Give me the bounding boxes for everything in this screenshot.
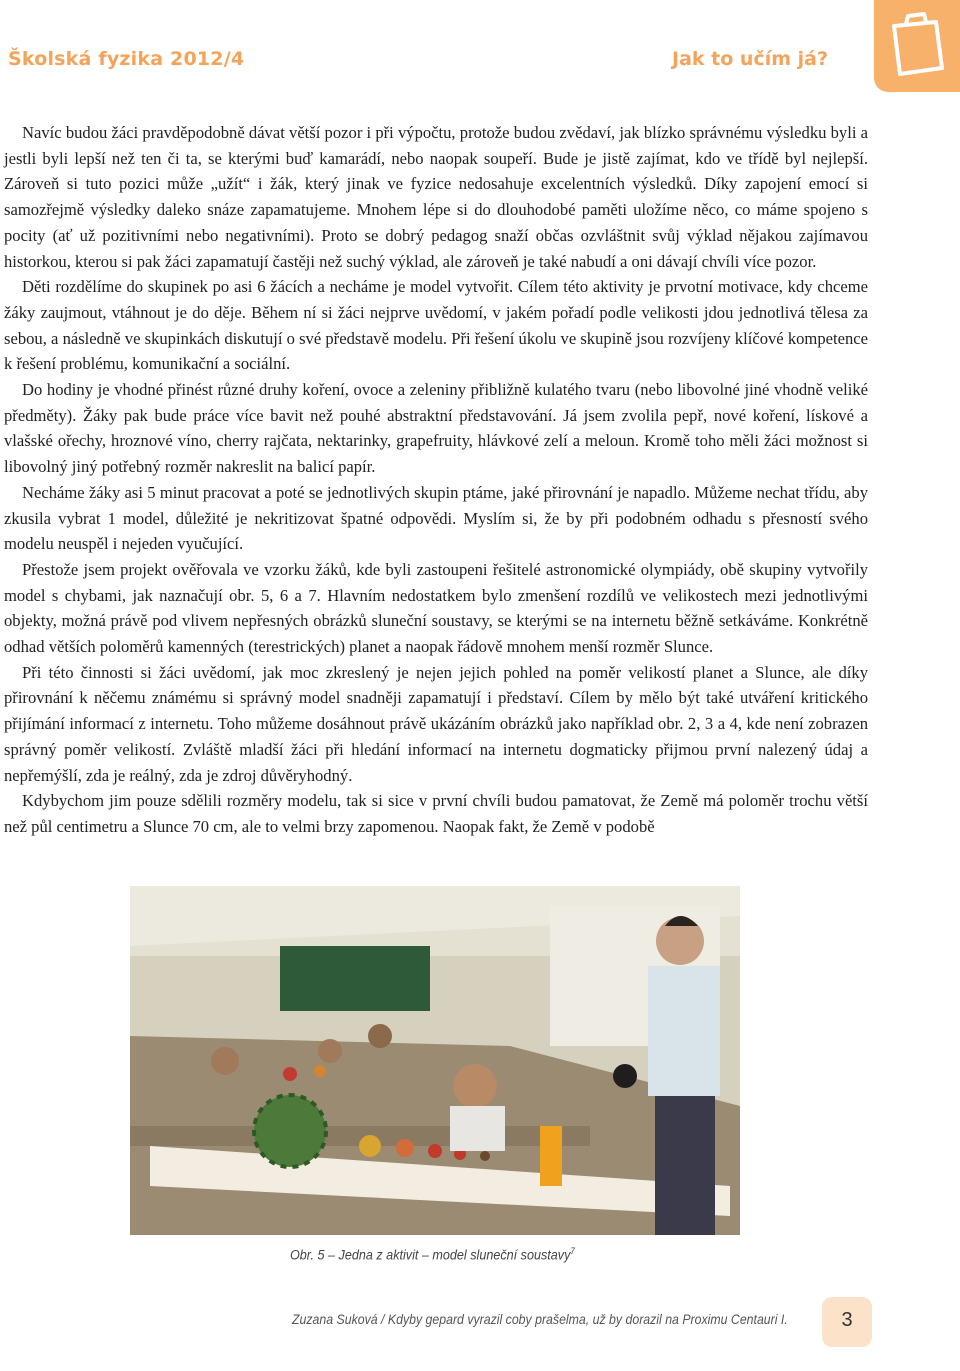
paragraph: Do hodiny je vhodné přinést různé druhy koření, ovoce a zeleniny přibližně kulatého tvaru (nebo libovolné jiné vhodně veliké předměty). Žáky pak bude práce více bavit než pouhé abstraktní představování. Já jsem zvolila pepř, nové koření, lískové a vlašské ořechy, hroznové víno, cherry rajčata, nektarinky, grapefruity, hlávkové zelí a meloun. Kromě toho měli žáci možnost si libovolný jiný potřebný rozměr nakreslit na balicí papír. [4,380,868,477]
paragraph: Navíc budou žáci pravděpodobně dávat větší pozor i při výpočtu, protože budou zvědaví, jak blízko správnému výsledku byli a jestli byli lepší než ten či ta, se kterými buď kamarádí, nebo naopak soupeří. Bude je jistě zajímat, kdo ve třídě byl nejlepší. Zároveň si tuto pozici může „užít“ i žák, který jinak ve fyzice nedosahuje excelentních výsledků. Díky zapojení emocí si samozřejmě výsledky daleko snáze zapamatujeme. Mnohem lépe si do dlouhodobé paměti uložíme něco, co máme spojeno s pocity (ať už pozitivními nebo negativními). Proto se dobrý pedagog snaží občas ozvláštnit svůj výklad nějakou zajímavou historkou, kterou si pak žáci zapamatují častěji než suchý výklad, ale zároveň je také nabudí a oni dávají chvíli více pozor. [4,123,868,271]
paragraph: Děti rozdělíme do skupinek po asi 6 žácích a necháme je model vytvořit. Cílem této aktivity je prvotní motivace, kdy chceme žáky zaujmout, vtáhnout je do děje. Během ní si žáci nejprve uvědomí, v jakém pořadí podle velikosti jdou jednotlivá tělesa za sebou, a následně ve skupinkách diskutují o své představě modelu. Při řešení úkolu ve skupině jsou rozvíjeny klíčové kompetence k řešení problému, komunikační a sociální. [4,277,868,374]
folder-icon [886,8,952,80]
paragraph: Necháme žáky asi 5 minut pracovat a poté se jednotlivých skupin ptáme, jaké přirovnání je napadlo. Můžeme nechat třídu, aby zkusila vybrat 1 model, důležité je nekritizovat špatné odpovědi. Myslím si, že by při podobném odhadu s přesností svého modelu neuspěl i nejeden vyučující. [4,482,868,554]
article-body [4,120,868,840]
paragraph: Přestože jsem projekt ověřovala ve vzorku žáků, kde byli zastoupeni řešitelé astronomické olympiády, obě skupiny vytvořily model s chybami, jak naznačují obr. 5, 6 a 7. Hlavním nedostatkem bylo zmenšení rozdílů ve velikostech mezi jednotlivými objekty, možná právě pod vlivem nepřesných obrázků sluneční soustavy, se kterými se na internetu běžně setkáváme. Konkrétně odhad větších poloměrů kamenných (terestrických) planet a naopak řádově mnohem menší rozměr Slunce. [4,559,868,657]
caption-text: Obr. 5 – Jedna z aktivit – model sluneční soustavy [290,1246,571,1263]
paragraph: Kdybychom jim pouze sdělili rozměry modelu, tak si sice v první chvíli budou pamatovat, že Země má poloměr trochu větší než půl centimetru a Slunce 70 cm, ale to velmi brzy zapomenou. Naopak fakt, že Země v podobě [4,791,868,836]
paragraph: Při této činnosti si žáci uvědomí, jak moc zkreslený je nejen jejich pohled na poměr velikostí planet a Slunce, ale díky přirovnání k něčemu známému si správný model snadněji zapamatují i představí. Cílem by mělo být také utváření kritického přijímání informací z internetu. Toho můžeme dosáhnout právě ukázáním obrázků jako například obr. 2, 3 a 4, kde není zobrazen správný poměr velikostí. Zvláště mladší žáci při hledání informací na internetu dogmaticky přijmou první nalezený údaj a nepřemýšlí, zda je reálný, zda je zdroj důvěryhodný. [4,662,868,785]
footnote-mark: 7 [570,1246,575,1256]
classroom-photo [130,886,740,1235]
figure-caption [290,1246,575,1263]
corner-tab [874,0,960,92]
page-number-box [822,1297,872,1347]
page-number: 3 [841,1309,853,1331]
section-title: Jak to učím já? [672,48,828,70]
footer-citation: Zuzana Suková / Kdyby gepard vyrazil coby prašelma, už by dorazil na Proximu Centauri I. [292,1311,788,1327]
journal-title: Školská fyzika 2012/4 [8,48,245,70]
